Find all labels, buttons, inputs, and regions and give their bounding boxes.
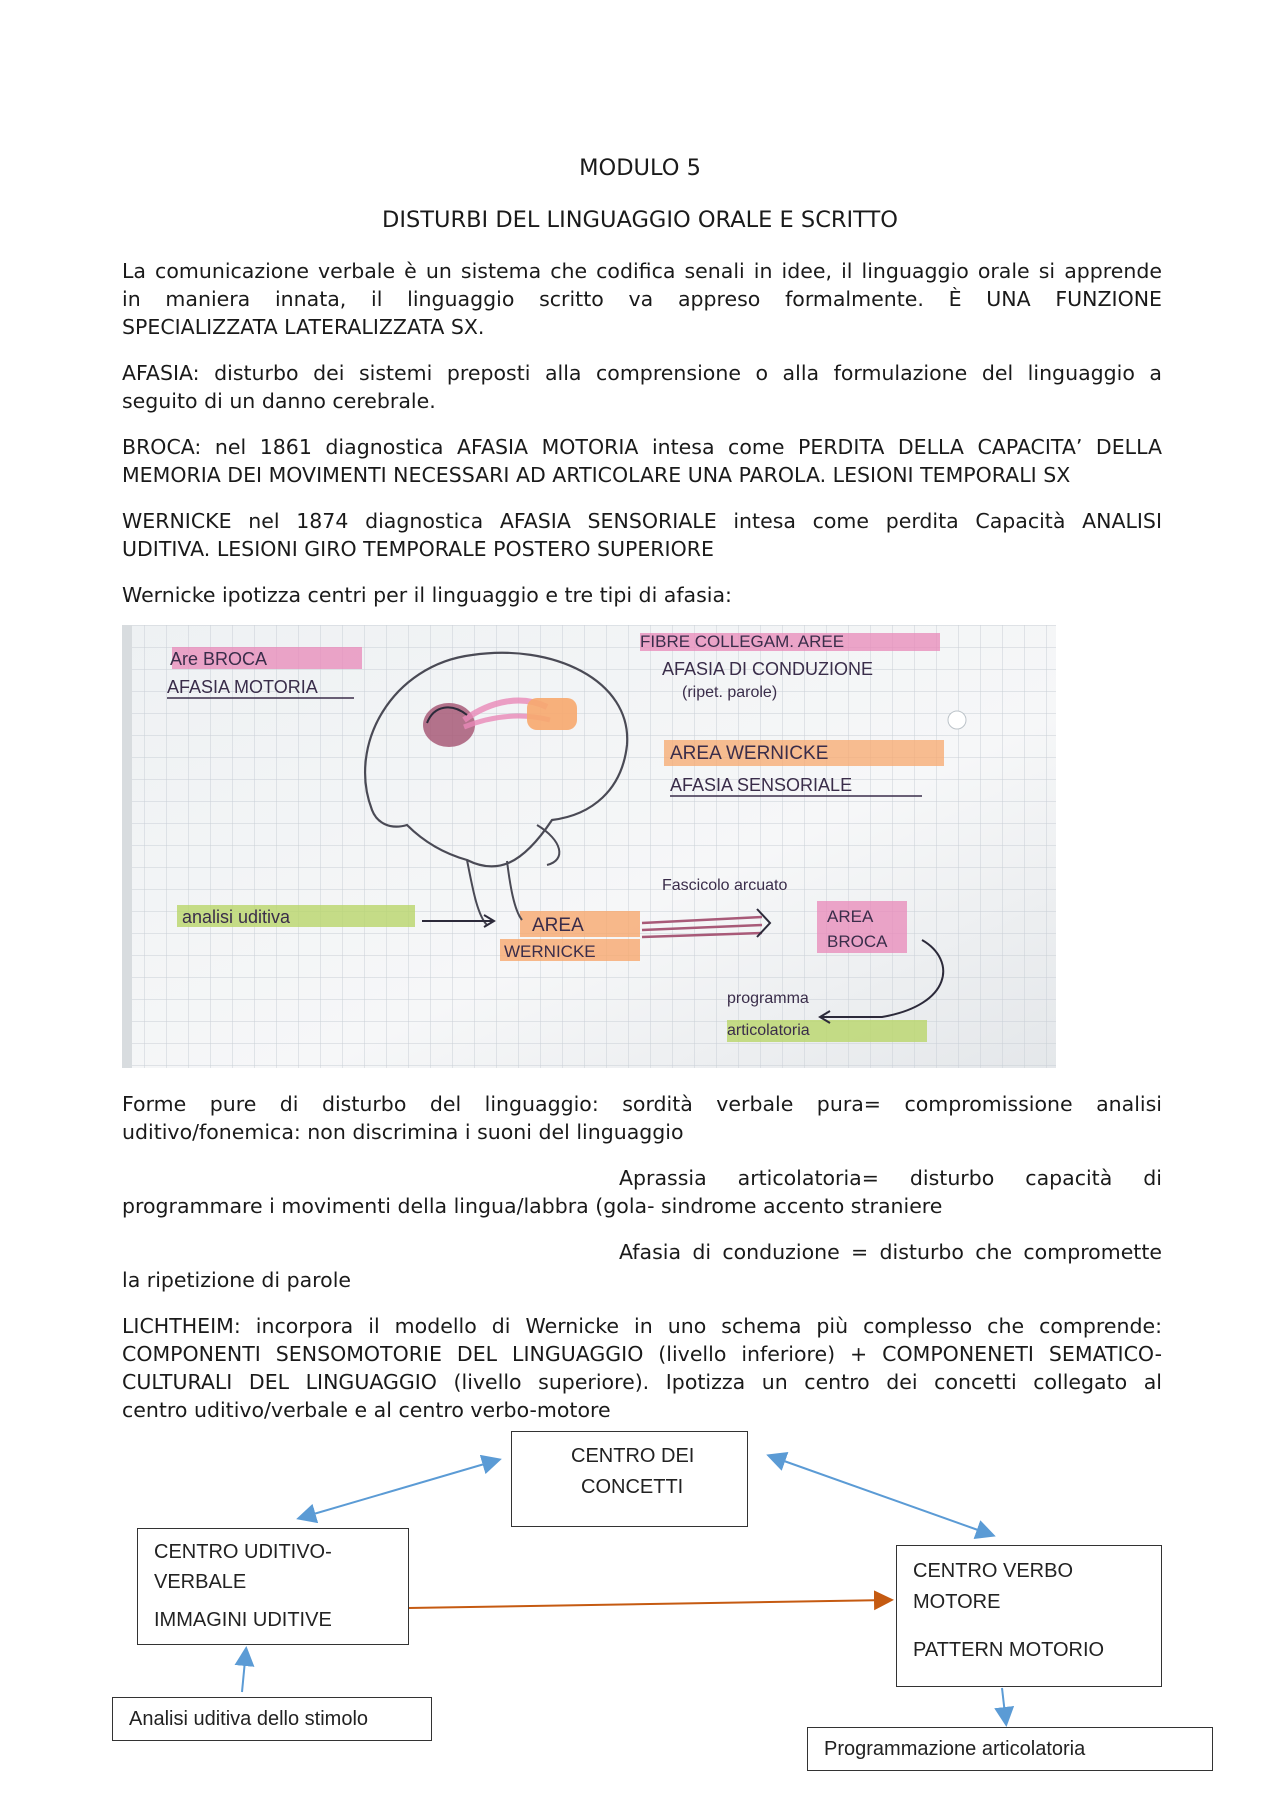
para-intro-line-3: SPECIALIZZATA LATERALIZZATA SX. — [122, 315, 485, 339]
para-lichtheim-line-3: CULTURALI DEL LINGUAGGIO (livello superiore). Ipotizza un centro dei concetti collegato al — [122, 1370, 1162, 1394]
note-afasia-motoria: AFASIA MOTORIA — [167, 677, 318, 697]
box-verbo-line-1: CENTRO VERBO — [913, 1560, 1074, 1582]
box-concetti-line-2: CONCETTI — [581, 1476, 684, 1498]
note-wernicke-label: WERNICKE — [504, 942, 596, 961]
para-conduzione-line-1: Afasia di conduzione = disturbo che compromette — [619, 1240, 1162, 1264]
para-intro-line-2: in maniera innata, il linguaggio scritto va appreso formalmente. È UNA FUNZIONE — [122, 287, 1162, 311]
box-uditivo-line-3: IMMAGINI UDITIVE — [154, 1609, 332, 1631]
para-wernicke-line-1: WERNICKE nel 1874 diagnostica AFASIA SENSORIALE intesa come perdita Capacità ANALISI — [122, 509, 1162, 533]
note-fascicolo-arcuato: Fascicolo arcuato — [662, 877, 788, 894]
para-afasia-line-1: AFASIA: disturbo dei sistemi preposti alla comprensione o alla formulazione del linguaggio a — [122, 361, 1162, 385]
para-forme-pure-line-1: Forme pure di disturbo del linguaggio: sordità verbale pura= compromissione analisi — [122, 1092, 1162, 1116]
chapter-subtitle: DISTURBI DEL LINGUAGGIO ORALE E SCRITTO — [382, 207, 898, 233]
para-intro-line-1: La comunicazione verbale è un sistema che codifica senali in idee, il linguaggio orale si apprende — [122, 259, 1162, 283]
box-uditivo-line-2: VERBALE — [154, 1571, 247, 1593]
box-centro-verbo-motore — [896, 1545, 1162, 1687]
note-analisi-uditiva: analisi uditiva — [182, 907, 291, 927]
para-lichtheim-line-2: COMPONENTI SENSOMOTORIE DEL LINGUAGGIO (livello inferiore) + COMPONENETI SEMATICO- — [122, 1342, 1162, 1366]
para-conduzione-line-2: la ripetizione di parole — [122, 1268, 352, 1292]
para-lichtheim-line-4: centro uditivo/verbale e al centro verbo-motore — [122, 1398, 611, 1422]
para-broca-line-1: BROCA: nel 1861 diagnostica AFASIA MOTORIA intesa come PERDITA DELLA CAPACITA’ DELLA — [122, 435, 1162, 459]
para-aprassia-line-2: programmare i movimenti della lingua/labbra (gola- sindrome accento straniere — [122, 1194, 943, 1218]
arrow-verbo-programmazione — [1002, 1688, 1006, 1723]
note-broca-label: BROCA — [827, 932, 888, 951]
box-uditivo-line-1: CENTRO UDITIVO- — [154, 1541, 332, 1563]
box-verbo-line-3: PATTERN MOTORIO — [913, 1639, 1105, 1661]
para-wernicke-hypothesis: Wernicke ipotizza centri per il linguaggio e tre tipi di afasia: — [122, 583, 732, 607]
module-title: MODULO 5 — [579, 155, 701, 181]
note-fibre-collegamento: FIBRE COLLEGAM. AREE — [640, 632, 845, 651]
box-analisi-uditiva — [112, 1697, 432, 1741]
para-forme-pure-line-2: uditivo/fonemica: non discrimina i suoni del linguaggio — [122, 1120, 684, 1144]
note-area-label-1: AREA — [532, 915, 584, 936]
arrow-concetti-verbo — [770, 1456, 992, 1535]
box-verbo-line-2: MOTORE — [913, 1591, 1001, 1613]
box-centro-concetti — [511, 1431, 748, 1527]
arrow-concetti-uditivo — [300, 1460, 498, 1518]
para-lichtheim-line-1: LICHTHEIM: incorpora il modello di Wernicke in uno schema più complesso che comprende: — [122, 1314, 1162, 1338]
note-afasia-sensoriale: AFASIA SENSORIALE — [670, 775, 853, 795]
box-programmazione-articolatoria — [807, 1727, 1213, 1771]
arrow-analisi-uditivo — [242, 1650, 246, 1692]
note-ripetizione-parole: (ripet. parole) — [682, 684, 778, 701]
note-area-broca-label: Are BROCA — [170, 649, 268, 669]
para-wernicke-line-2: UDITIVA. LESIONI GIRO TEMPORALE POSTERO SUPERIORE — [122, 537, 714, 561]
box-concetti-line-1: CENTRO DEI — [571, 1445, 695, 1467]
note-afasia-conduzione: AFASIA DI CONDUZIONE — [662, 659, 874, 679]
arrow-uditivo-verbo — [408, 1600, 890, 1608]
box-centro-uditivo-verbale — [137, 1528, 409, 1645]
note-programma: programma — [727, 990, 809, 1007]
para-aprassia-line-1: Aprassia articolatoria= disturbo capacità di — [619, 1166, 1162, 1190]
para-afasia-line-2: seguito di un danno cerebrale. — [122, 389, 436, 413]
box-programmazione-label: Programmazione articolatoria — [824, 1738, 1086, 1760]
box-analisi-label: Analisi uditiva dello stimolo — [129, 1708, 369, 1730]
para-broca-line-2: MEMORIA DEI MOVIMENTI NECESSARI AD ARTICOLARE UNA PAROLA. LESIONI TEMPORALI SX — [122, 463, 1071, 487]
note-articolatoria: articolatoria — [727, 1022, 810, 1039]
note-area-label-2: AREA — [827, 907, 874, 926]
note-area-wernicke: AREA WERNICKE — [670, 743, 829, 764]
